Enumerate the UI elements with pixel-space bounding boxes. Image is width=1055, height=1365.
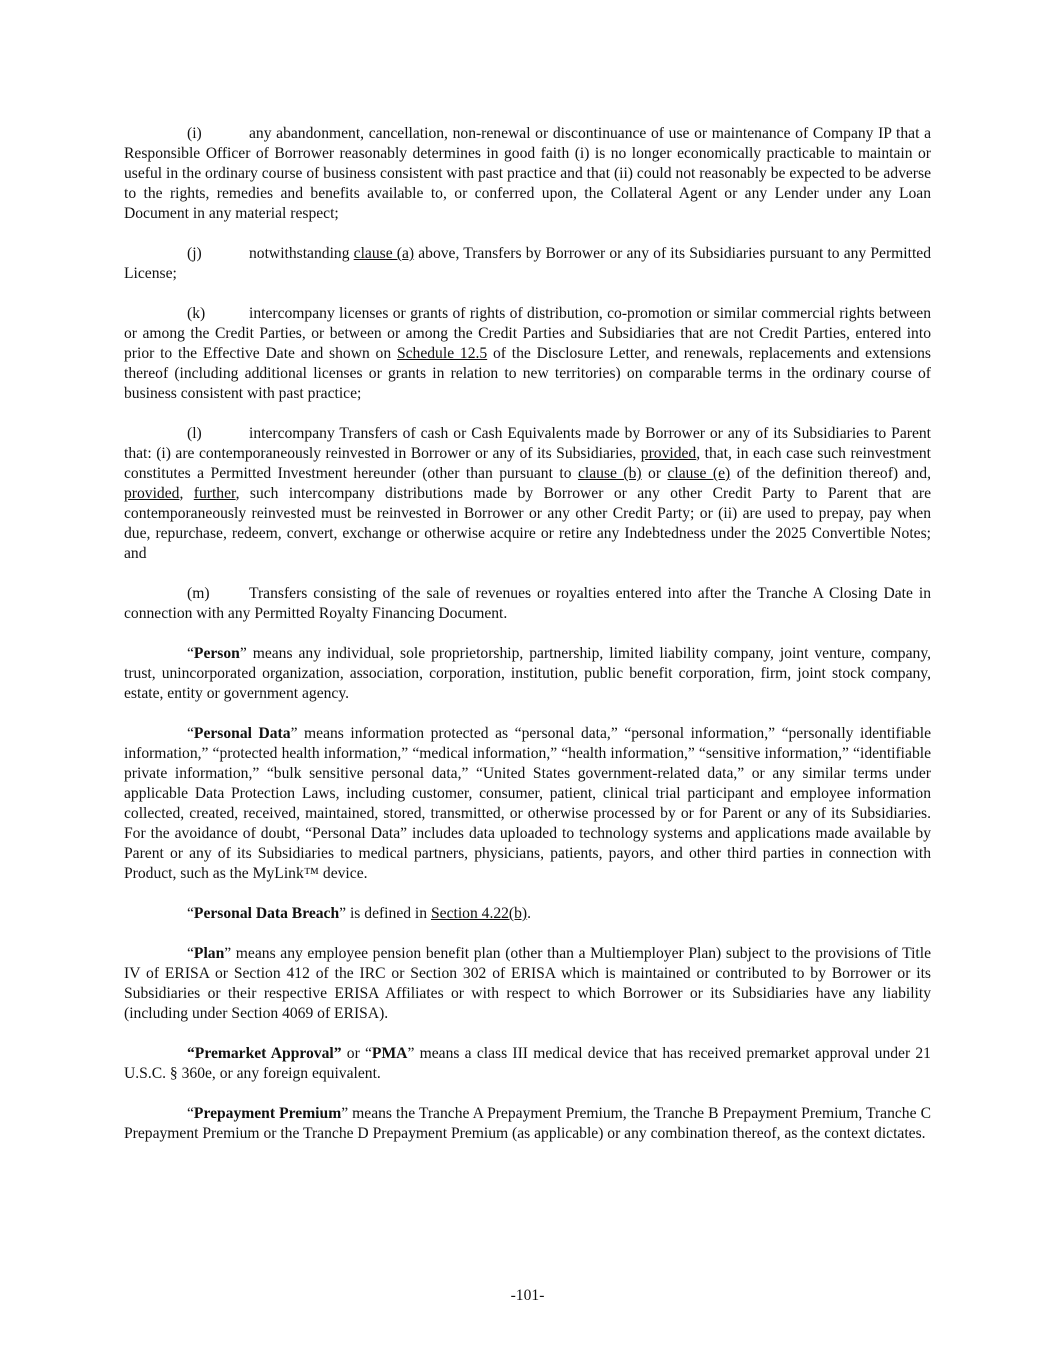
clause-j — [124, 244, 931, 284]
clause-text: of the Disclosure Letter, and renewals, replacements and extensions thereof (including additional licenses or grants in relation to new territories) on comparable terms in the ordinary course of business consistent with past practice; — [124, 345, 931, 402]
clause-text: of the definition thereof) and, — [730, 465, 931, 482]
quote-mark: “ — [187, 1105, 194, 1122]
quote-mark: “ — [187, 645, 194, 662]
clause-text: any abandonment, cancellation, non-renewal or discontinuance of use or maintenance of Company IP that a Responsible Officer of Borrower reasonably determines in good faith (i) is no longer economically practicable to maintain or useful in the ordinary course of business consistent with past practice and that (ii) could not reasonably be expected to be adverse to the rights, remedies and benefits available to, or conferred upon, the Collateral Agent or any Lender under any Loan Document in any material respect; — [124, 125, 931, 222]
clause-text: intercompany licenses or grants of rights of distribution, co-promotion or similar commercial rights between or among the Credit Parties, or between or among the Credit Parties and Subsidiaries that are not Credit Parties, entered into prior to the Effective Date and shown on — [124, 305, 931, 362]
defined-term: “Premarket Approval” — [187, 1045, 342, 1062]
defined-term: Prepayment Premium — [193, 1105, 342, 1122]
document-page — [124, 124, 931, 1164]
clause-text: above, Transfers by Borrower or any of its Subsidiaries pursuant to any Permitted License; — [124, 245, 932, 282]
clause-text: , — [179, 485, 194, 502]
definition-text: ” is defined in — [339, 905, 431, 922]
cross-reference-link[interactable]: Section 4.22(b) — [430, 905, 528, 922]
clause-label: (i) — [187, 125, 202, 142]
quote-mark: “ — [187, 945, 194, 962]
defined-term: Personal Data — [193, 725, 291, 742]
definition-text: ” means a class III medical device that has received premarket approval under 21 U.S.C. § 360e, or any foreign equivalent. — [124, 1045, 931, 1082]
clause-m — [124, 584, 931, 624]
underlined-term: provided — [640, 445, 697, 462]
cross-reference-link[interactable]: Schedule 12.5 — [396, 345, 488, 362]
definition-personal-data — [124, 724, 931, 884]
definition-person — [124, 644, 931, 704]
definition-text: or “ — [341, 1045, 372, 1062]
clause-text: or — [641, 465, 668, 482]
clause-label: (j) — [187, 245, 202, 262]
clause-label: (k) — [187, 305, 206, 322]
definition-prepayment-premium — [124, 1104, 931, 1144]
definition-text: ” means any employee pension benefit plan (other than a Multiemployer Plan) subject to the provisions of Title IV of ERISA or Section 412 of the IRC or Section 302 of ERISA which is maintained or contributed to by Borrower or its Subsidiaries or their respective ERISA Affiliates or with respect to which Borrower or its Subsidiaries have any liability (including under Section 4069 of ERISA). — [124, 945, 931, 1022]
clause-text: , such intercompany distributions made by Borrower or any other Credit Party to Parent that are contemporaneously reinvested must be reinvested in Borrower or any other Credit Party; or (ii) are used to prepay, pay when due, repurchase, redeem, convert, exchange or otherwise acquire or retire any Indebtedness under the 2025 Convertible Notes; and — [124, 485, 931, 562]
definition-premarket-approval — [124, 1044, 931, 1084]
quote-mark: “ — [187, 905, 194, 922]
definition-personal-data-breach — [124, 904, 931, 924]
definition-text: . — [527, 905, 532, 922]
underlined-term: further — [193, 485, 236, 502]
cross-reference-link[interactable]: clause (a) — [353, 245, 415, 262]
clause-text: , that, in each case such reinvestment constitutes a Permitted Investment hereunder (other than pursuant to — [124, 445, 931, 482]
clause-text: Transfers consisting of the sale of revenues or royalties entered into after the Tranche A Closing Date in connection with any Permitted Royalty Financing Document. — [124, 585, 931, 622]
definition-text: ” means the Tranche A Prepayment Premium, the Tranche B Prepayment Premium, Tranche C Prepayment Premium or the Tranche D Prepayment Premium (as applicable) or any combination thereof, as the context dictates. — [124, 1105, 931, 1142]
quote-mark: “ — [187, 725, 194, 742]
clause-label: (m) — [187, 585, 210, 602]
clause-i — [124, 124, 931, 224]
clause-label: (l) — [187, 425, 202, 442]
underlined-term: provided — [124, 485, 180, 502]
defined-term-abbreviation: PMA — [371, 1045, 408, 1062]
definition-plan — [124, 944, 931, 1024]
clause-text: intercompany Transfers of cash or Cash Equivalents made by Borrower or any of its Subsidiaries to Parent that: (i) are contemporaneously reinvested in Borrower or any of its Subsidiaries, — [124, 425, 931, 462]
definition-text: ” means information protected as “personal data,” “personal information,” “personally identifiable information,” “protected health information,” “medical information,” “health information,” “sensitive information,” “identifiable private information,” “bulk sensitive personal data,” “United States government-related data,” or any similar terms under applicable Data Protection Laws, including customer, consumer, patient, clinical trial participant and employee information collected, created, received, maintained, stored, transmitted, or otherwise processed by or for Parent or any of its Subsidiaries. For the avoidance of doubt, “Personal Data” includes data uploaded to technology systems and applications made available by Parent or any of its Subsidiaries to medical partners, physicians, patients, payors, and other third parties in connection with Product, such as the MyLink™ device. — [124, 725, 932, 882]
clause-text: notwithstanding — [249, 245, 354, 262]
clause-k — [124, 304, 931, 404]
defined-term: Person — [193, 645, 240, 662]
defined-term: Personal Data Breach — [193, 905, 340, 922]
cross-reference-link[interactable]: clause (e) — [667, 465, 731, 482]
clause-l — [124, 424, 931, 564]
defined-term: Plan — [193, 945, 225, 962]
page-number: -101- — [510, 1287, 545, 1304]
definition-text: ” means any individual, sole proprietorship, partnership, limited liability company, joint venture, company, trust, unincorporated organization, association, corporation, institution, public benefit corporation, firm, joint stock company, estate, entity or government agency. — [124, 645, 931, 702]
cross-reference-link[interactable]: clause (b) — [577, 465, 642, 482]
